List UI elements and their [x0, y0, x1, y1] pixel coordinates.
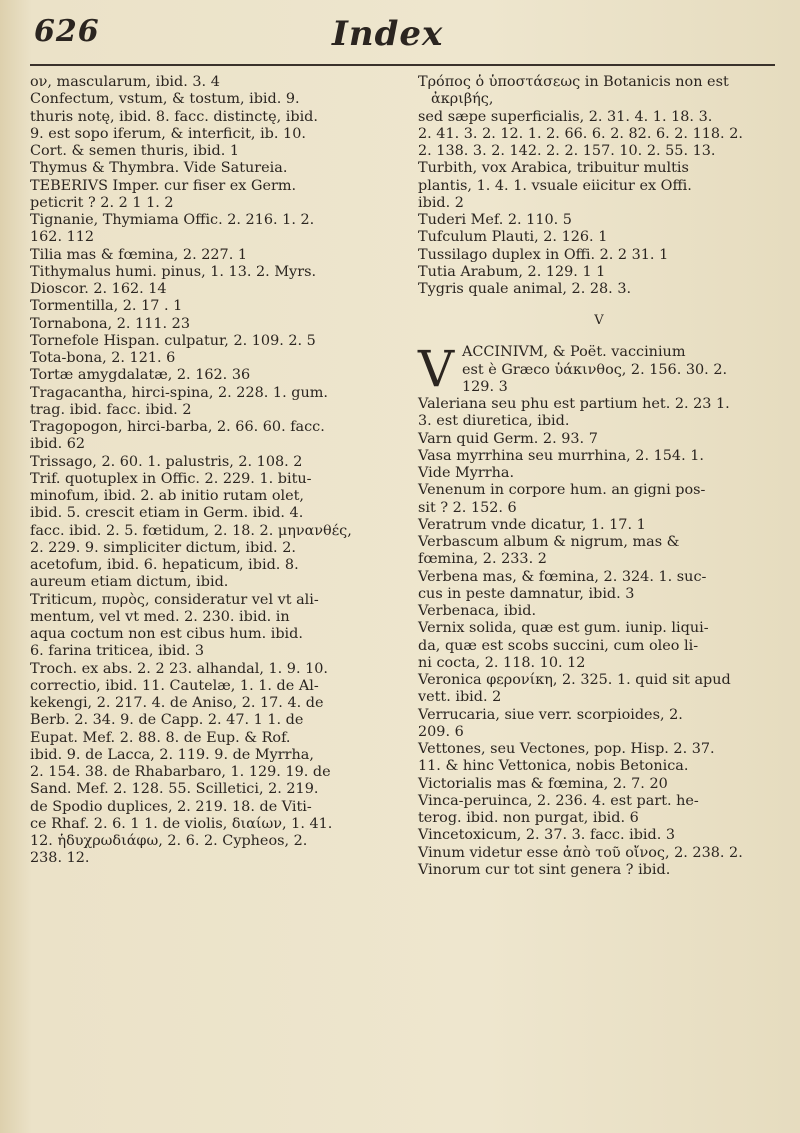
index-entry: de Spodio duplices, 2. 219. 18. de Viti-: [30, 798, 312, 815]
index-column-left: [30, 74, 398, 868]
index-entry: ibid. 9. de Lacca, 2. 119. 9. de Myrrha,: [30, 746, 314, 763]
dropcap-line: est è Græco ὑάκινθος, 2. 156. 30. 2.: [462, 361, 728, 378]
index-entry: Turbith, vox Arabica, tribuitur multis: [418, 160, 689, 177]
index-entry: 209. 6: [418, 723, 464, 740]
index-entry: 2. 229. 9. simpliciter dictum, ibid. 2.: [30, 539, 296, 556]
dropcap-letter: V: [418, 340, 455, 399]
index-entry: terog. ibid. non purgat, ibid. 6: [418, 810, 639, 826]
header-rule: [30, 64, 775, 66]
index-column-right: [418, 74, 780, 879]
index-entry: da, quæ est scobs succini, cum oleo li-: [418, 637, 699, 654]
index-entry: Venenum in corpore hum. an gigni pos-: [418, 482, 706, 499]
index-entry: Tragacantha, hirci-spina, 2. 228. 1. gum.: [30, 384, 328, 401]
dropcap-entry: [418, 340, 780, 399]
index-entry: ibid. 2: [418, 194, 464, 211]
index-entry: Eupat. Mef. 2. 88. 8. de Eup. & Rof.: [30, 729, 291, 746]
index-entry: Verbena mas, & fœmina, 2. 324. 1. suc-: [418, 568, 707, 585]
index-entry: 12. ἡδυχρωδιάφω, 2. 6. 2. Cypheos, 2.: [30, 833, 308, 849]
index-entry: Tota-bona, 2. 121. 6: [30, 350, 176, 366]
index-entry: Triticum, πυρὸς, consideratur vel vt ali-: [30, 591, 319, 608]
index-entry: Troch. ex abs. 2. 2 23. alhandal, 1. 9. 10.: [30, 660, 328, 677]
index-entry: Vettones, seu Vectones, pop. Hisp. 2. 37.: [418, 741, 715, 757]
index-entry: Thymus & Thymbra. Vide Satureia.: [30, 160, 288, 177]
index-entry: cus in peste damnatur, ibid. 3: [418, 585, 635, 602]
index-entry: Sand. Mef. 2. 128. 55. Scilletici, 2. 219.: [30, 781, 319, 798]
index-entry: thuris notę, ibid. 8. facc. distinctę, ibid.: [30, 108, 318, 125]
index-entry: 2. 138. 3. 2. 142. 2. 2. 157. 10. 2. 55. 13.: [418, 143, 716, 159]
index-entry: plantis, 1. 4. 1. vsuale eiicitur ex Offi.: [418, 177, 692, 194]
index-entry: Vinum videtur esse ἀπὸ τοῦ οἴνος, 2. 238. 2.: [418, 844, 743, 861]
index-entry: Tragopogon, hirci-barba, 2. 66. 60. facc.: [30, 419, 325, 435]
index-entry: Tufculum Plauti, 2. 126. 1: [418, 229, 608, 246]
index-entry: Tornefole Hispan. culpatur, 2. 109. 2. 5: [30, 332, 316, 349]
index-entry: 9. est sopo iferum, & interficit, ib. 10.: [30, 125, 306, 142]
index-entry: Confectum, vstum, & tostum, ibid. 9.: [30, 91, 300, 108]
index-entry: Tilia mas & fœmina, 2. 227. 1: [30, 246, 248, 263]
index-entry: sit ? 2. 152. 6: [418, 499, 517, 516]
index-entry: Tutia Arabum, 2. 129. 1 1: [418, 263, 606, 280]
index-entry: Tignanie, Thymiama Offic. 2. 216. 1. 2.: [30, 212, 315, 228]
index-entry: Verbascum album & nigrum, mas &: [418, 534, 680, 550]
index-entry: correctio, ibid. 11. Cautelæ, 1. 1. de Al-: [30, 677, 319, 694]
index-entry: 3. est diuretica, ibid.: [418, 413, 570, 430]
index-entry: 162. 112: [30, 229, 95, 246]
index-entry: facc. ibid. 2. 5. fœtidum, 2. 18. 2. μηνανθές,: [30, 522, 352, 539]
index-entry: ce Rhaf. 2. 6. 1 1. de violis, διαίων, 1. 41.: [30, 815, 333, 832]
index-entry: Τρόπος ὁ ὑποστάσεως in Botanicis non est ἀκριβής,: [418, 74, 729, 108]
index-entry: aureum etiam dictum, ibid.: [30, 574, 229, 591]
index-entry: Vide Myrrha.: [418, 465, 515, 481]
index-entry: 6. farina triticea, ibid. 3: [30, 643, 205, 660]
index-entry: Tygris quale animal, 2. 28. 3.: [418, 281, 632, 297]
dropcap-line: 129. 3: [462, 378, 508, 395]
index-entry: Victorialis mas & fœmina, 2. 7. 20: [418, 775, 668, 792]
index-entry: ni cocta, 2. 118. 10. 12: [418, 654, 586, 671]
index-entry: Tortæ amygdalatæ, 2. 162. 36: [30, 367, 251, 384]
index-entry: trag. ibid. facc. ibid. 2: [30, 401, 192, 418]
index-entry: Varn quid Germ. 2. 93. 7: [418, 430, 598, 447]
index-entry: Vasa myrrhina seu murrhina, 2. 154. 1.: [418, 447, 704, 464]
index-entry: Trif. quotuplex in Offic. 2. 229. 1. bitu-: [30, 470, 312, 487]
index-entry: Tormentilla, 2. 17 . 1: [30, 298, 183, 315]
index-entry: Tuderi Mef. 2. 110. 5: [418, 212, 572, 228]
index-entry: Veronica φερονίκη, 2. 325. 1. quid sit apud: [418, 672, 731, 688]
index-entry: Tussilago duplex in Offi. 2. 2 31. 1: [418, 246, 669, 263]
index-entry: TEBERIVS Imper. cur fiser ex Germ.: [30, 177, 297, 194]
index-entry: peticrit ? 2. 2 1 1. 2: [30, 194, 174, 211]
index-entry: Vernix solida, quæ est gum. iunip. liqui-: [418, 620, 709, 637]
index-entry: Verrucaria, siue verr. scorpioides, 2.: [418, 706, 683, 723]
running-head: Index: [332, 14, 444, 54]
index-entry: Valeriana seu phu est partium het. 2. 23 1.: [418, 396, 730, 412]
index-entry: ibid. 62: [30, 436, 86, 453]
index-entry: ibid. 5. crescit etiam in Germ. ibid. 4.: [30, 505, 304, 522]
index-entry: 11. & hinc Vettonica, nobis Betonica.: [418, 758, 689, 775]
index-entry: minofum, ibid. 2. ab initio rutam olet,: [30, 488, 304, 504]
index-entry: Cort. & semen thuris, ibid. 1: [30, 143, 240, 159]
index-entry: Trissago, 2. 60. 1. palustris, 2. 108. 2: [30, 453, 303, 470]
index-entry: Tithymalus humi. pinus, 1. 13. 2. Myrs.: [30, 263, 317, 280]
index-entry: 238. 12.: [30, 850, 90, 867]
index-entry: fœmina, 2. 233. 2: [418, 551, 547, 568]
index-entry: acetofum, ibid. 6. hepaticum, ibid. 8.: [30, 557, 299, 573]
page-header: [0, 14, 800, 64]
page-number: 626: [34, 14, 100, 49]
index-entry: kekengi, 2. 217. 4. de Aniso, 2. 17. 4. de: [30, 695, 324, 711]
index-entry: aqua coctum non est cibus hum. ibid.: [30, 626, 303, 642]
index-entry: Dioscor. 2. 162. 14: [30, 281, 167, 297]
index-entry: Tornabona, 2. 111. 23: [30, 315, 190, 332]
section-letter-heading: V: [594, 313, 604, 329]
dropcap-line: ACCINIVM, & Poët. vaccinium: [462, 344, 686, 361]
index-entry: vett. ibid. 2: [418, 689, 502, 706]
index-entry: ον, mascularum, ibid. 3. 4: [30, 74, 220, 90]
index-entry: mentum, vel vt med. 2. 230. ibid. in: [30, 608, 290, 625]
index-entry: 2. 154. 38. de Rhabarbaro, 1. 129. 19. de: [30, 764, 331, 780]
index-entry: 2. 41. 3. 2. 12. 1. 2. 66. 6. 2. 82. 6. 2. 118. 2.: [418, 125, 743, 142]
index-entry: Vinca-peruinca, 2. 236. 4. est part. he-: [418, 792, 699, 809]
index-entry: Veratrum vnde dicatur, 1. 17. 1: [418, 516, 646, 533]
index-entry: Vinorum cur tot sint genera ? ibid.: [418, 861, 671, 878]
index-entry: Vincetoxicum, 2. 37. 3. facc. ibid. 3: [418, 827, 676, 844]
index-entry: sed sæpe superficialis, 2. 31. 4. 1. 18. 3.: [418, 108, 713, 125]
index-entry: Verbenaca, ibid.: [418, 603, 537, 619]
index-entry: Berb. 2. 34. 9. de Capp. 2. 47. 1 1. de: [30, 712, 304, 729]
